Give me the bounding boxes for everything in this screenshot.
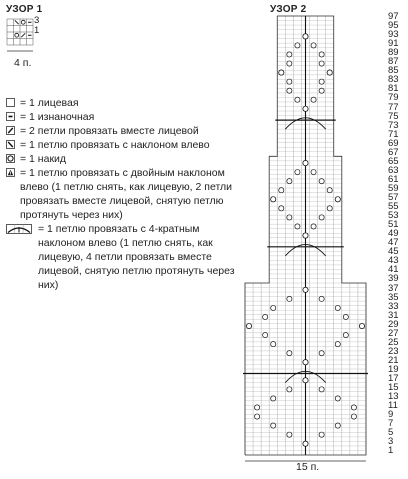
yarn-over-symbol	[319, 215, 324, 220]
pattern2-row-number: 39	[388, 273, 399, 285]
pattern2-row-number: 5	[388, 427, 394, 439]
pattern1-width-label: 4 п.	[14, 57, 32, 69]
pattern2-row-number: 65	[388, 155, 399, 167]
pattern1-row-number-3: 3	[34, 15, 40, 26]
yarn-over-symbol	[246, 323, 251, 328]
yarn-over-symbol	[343, 332, 348, 337]
yarn-over-symbol	[343, 314, 348, 319]
yarn-over-symbol	[295, 224, 300, 229]
pattern2-row-number: 41	[388, 264, 399, 276]
yarn-over-symbol	[319, 432, 324, 437]
pattern2-row-number: 9	[388, 409, 394, 421]
pattern2-row-number: 47	[388, 237, 399, 249]
yarn-over-symbol	[287, 61, 292, 66]
pattern2-row-number: 87	[388, 56, 399, 68]
pattern2-row-number: 67	[388, 146, 399, 158]
yarn-over-symbol	[335, 342, 340, 347]
yarn-over-symbol	[359, 323, 364, 328]
yarn-over-symbol	[303, 34, 308, 39]
yarn-over-symbol	[287, 351, 292, 356]
pattern2-row-number: 73	[388, 119, 399, 131]
yarn-over-symbol	[287, 432, 292, 437]
legend-text: = 1 накид	[20, 153, 67, 165]
yarn-over-symbol	[351, 414, 356, 419]
yarn-over-symbol	[303, 233, 308, 238]
yarn-over-symbol	[311, 170, 316, 175]
pattern2-row-number: 95	[388, 20, 399, 32]
pattern2-row-number: 75	[388, 110, 399, 122]
yarn-over-symbol	[327, 206, 332, 211]
yarn-over-symbol	[271, 197, 276, 202]
yarn-over-symbol	[327, 188, 332, 193]
pattern2-width-label: 15 п.	[296, 461, 320, 473]
yarn-over-symbol	[303, 378, 308, 383]
pattern2-row-number: 31	[388, 309, 399, 321]
legend-text: = 1 петлю провязать с наклоном влево	[20, 139, 210, 151]
pattern2-row-number: 69	[388, 137, 399, 149]
yarn-over-symbol	[335, 305, 340, 310]
yarn-over-symbol	[319, 88, 324, 93]
pattern2-row-number: 3	[388, 436, 394, 448]
yarn-over-symbol	[303, 441, 308, 446]
pattern2-row-number: 51	[388, 219, 399, 231]
yarn-over-symbol	[279, 188, 284, 193]
pattern2-row-number: 21	[388, 354, 399, 366]
pattern2-row-number: 33	[388, 300, 399, 312]
yarn-over-symbol	[319, 296, 324, 301]
yarn-over-symbol	[271, 305, 276, 310]
pattern2-row-number: 63	[388, 164, 399, 176]
yarn-over-symbol	[303, 106, 308, 111]
pattern2-row-number: 89	[388, 47, 399, 59]
pattern2-row-number: 57	[388, 192, 399, 204]
pattern2-row-number: 85	[388, 65, 399, 77]
yarn-over-symbol	[287, 79, 292, 84]
yarn-over-symbol	[279, 206, 284, 211]
pattern2-row-number: 35	[388, 291, 399, 303]
pattern2-row-number: 19	[388, 364, 399, 375]
pattern2-row-number: 77	[388, 101, 399, 113]
yarn-over-symbol	[287, 296, 292, 301]
yarn-over-symbol	[271, 423, 276, 428]
yarn-over-symbol	[311, 97, 316, 102]
pattern2-row-number: 15	[388, 382, 399, 394]
pattern2-row-number: 11	[388, 400, 398, 412]
yarn-over-symbol	[319, 387, 324, 392]
yarn-over-symbol	[255, 405, 260, 410]
pattern2-row-number: 55	[388, 201, 399, 213]
yarn-over-symbol	[319, 79, 324, 84]
yarn-over-symbol	[319, 61, 324, 66]
yarn-over-symbol	[287, 387, 292, 392]
yarn-over-symbol	[295, 43, 300, 48]
pattern2-row-number: 71	[388, 128, 399, 140]
pattern2-row-number: 29	[388, 318, 399, 330]
yarn-over-symbol	[271, 396, 276, 401]
yarn-over-symbol	[255, 414, 260, 419]
legend-text: = 1 лицевая	[20, 97, 79, 109]
yarn-over-symbol	[295, 97, 300, 102]
yarn-over-symbol	[263, 314, 268, 319]
pattern2-row-number: 59	[388, 182, 399, 194]
yarn-over-symbol	[279, 70, 284, 75]
pattern2-row-number: 25	[388, 336, 399, 348]
pattern2-row-number: 17	[388, 373, 399, 385]
yarn-over-symbol	[335, 396, 340, 401]
pattern1-title: УЗОР 1	[6, 4, 43, 15]
legend-text: = 1 изнаночная	[20, 111, 95, 123]
yarn-over-symbol	[351, 405, 356, 410]
yarn-over-symbol	[287, 52, 292, 57]
pattern2-row-number: 7	[388, 418, 394, 430]
yarn-over-symbol	[287, 179, 292, 184]
yarn-over-symbol	[287, 88, 292, 93]
yarn-over-symbol	[311, 43, 316, 48]
pattern2-row-number: 37	[388, 282, 399, 294]
pattern2-row-number: 93	[388, 29, 399, 41]
pattern2-row-number: 61	[388, 173, 399, 185]
pattern2-row-number: 23	[388, 345, 399, 357]
legend-text: = 1 петлю провязать с 4-кратным наклоном влево (1 петлю снять, как лицевую, 4 петли провязать вместе лицевой, снятую петлю протянуть через них)	[38, 223, 235, 291]
pattern2-row-number: 43	[388, 255, 399, 267]
legend-text: = 2 петли провязать вместе лицевой	[20, 125, 199, 137]
yarn-over-symbol	[271, 342, 276, 347]
pattern2-row-number: 45	[388, 246, 399, 258]
pattern2-row-number: 49	[388, 228, 399, 240]
yarn-over-symbol	[311, 224, 316, 229]
pattern1-row-number-1: 1	[34, 25, 40, 36]
yarn-over-symbol	[303, 360, 308, 365]
yarn-over-symbol	[319, 52, 324, 57]
pattern2-row-number: 79	[388, 92, 399, 104]
pattern2-row-number: 91	[388, 38, 399, 50]
yarn-over-symbol	[303, 287, 308, 292]
yarn-over-symbol	[287, 215, 292, 220]
pattern2-row-number: 81	[388, 83, 399, 95]
yarn-over-symbol	[319, 179, 324, 184]
yarn-over-symbol	[319, 351, 324, 356]
yarn-over-symbol	[327, 70, 332, 75]
yarn-over-symbol	[295, 170, 300, 175]
legend-text: = 1 петлю провязать с двойным наклоном влево (1 петлю снять, как лицевую, 2 петли провязать вместе лицевой, снятую петлю протянуть через них)	[20, 167, 233, 221]
pattern2-title: УЗОР 2	[270, 4, 307, 15]
yarn-over-symbol	[303, 161, 308, 166]
yarn-over-symbol	[335, 423, 340, 428]
pattern2-row-number: 13	[388, 391, 399, 403]
pattern2-row-number: 1	[388, 445, 394, 457]
pattern2-row-number: 27	[388, 327, 399, 339]
pattern2-row-number: 97	[388, 11, 399, 22]
pattern2-row-number: 83	[388, 74, 399, 86]
pattern2-row-number: 53	[388, 210, 399, 222]
yarn-over-symbol	[335, 197, 340, 202]
yarn-over-symbol	[263, 332, 268, 337]
